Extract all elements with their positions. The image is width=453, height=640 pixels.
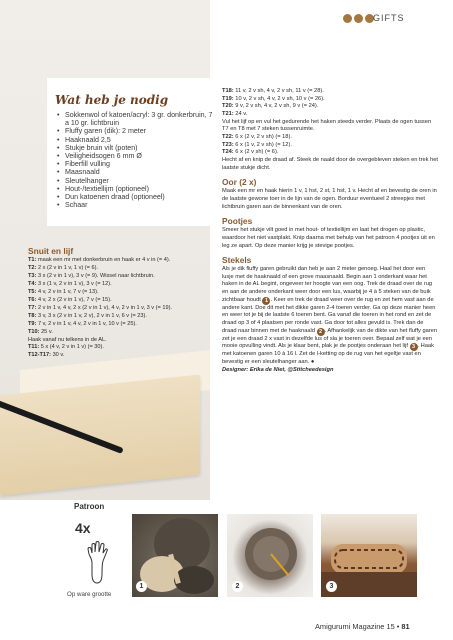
pattern-row: T6: 4 v, 2 x (2 v in 1 v), 7 v (= 15). bbox=[28, 296, 112, 303]
photo-number: 1 bbox=[136, 581, 147, 592]
materials-list bbox=[57, 111, 217, 209]
right-column bbox=[222, 88, 438, 374]
photo-number: 3 bbox=[326, 581, 337, 592]
pattern-row: T23: 6 x (1 v, 2 v sh) (= 12). bbox=[222, 141, 292, 148]
pattern-row: T8: 3 v, 3 x (2 v in 1 v, 2 v), 2 v in 1 v, 6 v (= 23). bbox=[28, 312, 147, 319]
photo-number: 2 bbox=[232, 581, 243, 592]
pattern-row: T9: 7 v, 2 v in 1 v, 4 v, 2 v in 1 v, 10 v (= 25). bbox=[28, 320, 137, 327]
step-photo bbox=[321, 514, 417, 597]
pattern-row: T1: maak een mr met donkerbruin en haak er 4 v in (= 4). bbox=[28, 257, 171, 263]
pattern-row: T5: 4 v, 2 v in 1 v, 7 v (= 13). bbox=[28, 288, 99, 295]
pattern-note: Haak vanaf nu telkens in de AL. bbox=[28, 336, 107, 343]
materials-item: • Sleutelhanger bbox=[57, 177, 217, 185]
step-marker: 3 bbox=[410, 343, 418, 351]
oor-title: Oor (2 x) bbox=[222, 177, 257, 188]
materials-item: • Stukje bruin vilt (poten) bbox=[57, 144, 217, 152]
materials-item: • Hout-/textiellijm (optioneel) bbox=[57, 185, 217, 193]
pattern-row: T4: 3 x (1 v, 2 v in 1 v), 3 v (= 12). bbox=[28, 280, 112, 287]
step-marker: 2 bbox=[317, 328, 325, 336]
magazine-name: Amigurumi Magazine 15 bbox=[315, 622, 395, 631]
pattern-row: T2: 2 x (2 v in 1 v, 1 v) (= 6). bbox=[28, 264, 98, 271]
paw-pattern-icon bbox=[85, 541, 109, 585]
materials-item: • Maasnaald bbox=[57, 168, 217, 176]
page-number: 81 bbox=[401, 622, 410, 631]
pootjes-title: Pootjes bbox=[222, 216, 253, 227]
pattern-row: T12-T17: 30 v. bbox=[28, 352, 65, 359]
pattern-title: Patroon bbox=[74, 502, 105, 511]
pattern-row: T22: 6 x (2 v, 2 v sh) (= 18). bbox=[222, 133, 292, 140]
pattern-row: T19: 10 v, 2 v sh, 4 v, 2 v sh, 10 v (= 26). bbox=[222, 95, 325, 102]
pattern-row: T7: 2 v in 1 v, 4 v, 2 x (2 v in 1 v), 4 v, 2 v in 1 v, 3 v (= 19). bbox=[28, 304, 172, 311]
pattern-row: T18: 11 v, 2 v sh, 4 v, 2 v sh, 11 v (= 28). bbox=[222, 88, 324, 94]
pattern-count: 4x bbox=[75, 520, 91, 536]
materials-title: Wat heb je nodig bbox=[55, 93, 169, 107]
pattern-row: T10: 25 v. bbox=[28, 328, 53, 335]
materials-item: • Schaar bbox=[57, 201, 217, 209]
materials-item: • Dun katoenen draad (optioneel) bbox=[57, 193, 217, 201]
instruction-paragraph: Hecht af en knip de draad af. Steek de naald door de overgebleven steken en trek het laatste stukje dicht. bbox=[222, 156, 438, 171]
materials-item: • Fiberfill vulling bbox=[57, 160, 217, 168]
pattern-row: T24: 6 x (2 v sh) (= 6). bbox=[222, 149, 279, 156]
stekels-title: Stekels bbox=[222, 255, 252, 266]
snuit-section bbox=[28, 246, 210, 360]
footer-separator: • bbox=[396, 622, 400, 631]
stekels-paragraph: Als je dik fluffy garen gebruikt dan heb je aan 2 meter genoeg. Haal het door een lusje met de haaknaald of een grove maasnaald. Begin aan 1 onderkant waar het haken in de AL begint, ongeveer ter hoogte van een oog. Trek de draad over de rug en aan de andere onderkant weer door een lus, waarbij je 4 à 5 steken van de buik zichtbaar houdt 1 . Keer en trek de draad weer over de rug en zet hem vast aan de andere kant. Doe dit met het dikke garen 2-4 toeren verder. Ga op deze manier heen en weer tot je bij de laatste 6 toeren bent. Ga vanaf die toeren in het rond en zet de draad op 3 of 4 plaatsen per ronde vast. Ga door tot alles gevuld is. Trek dan de draad naar binnen met de haaknaald 2 . Afhankelijk van de dikte van het fluffy garen zet je een draad 2 x vast in dezelfde lus of sla je toeren over. Bepaal zelf wat je een mooie opvulling vindt. Als je klaar bent, plak je de pootjes onderaan het lijf 3 . Haak met katoenen garen 10 à 16 l. Zet de l-ketting op de rug van het egeltje vast en bevestig er een sleutelhanger aan. ● bbox=[222, 266, 437, 366]
pootjes-paragraph: Smeer het stukje vilt goed in met hout- of textiellijm en laat het drogen op plastic, waardoor het niet vastplakt. Knip daarna met behulp van het patroon 4 pootjes uit en leg ze apart. Op deze manier krijg je stevige pootjes. bbox=[222, 227, 435, 249]
instruction-paragraph: Vul het lijf op en vul het gedurende het haken steeds verder. Plaats de ogen tussen T7 en T8 met 7 steken tussenruimte. bbox=[222, 118, 432, 133]
designer-credit: Designer: Erika de Niet, @Stitcheedesign bbox=[222, 366, 334, 373]
pattern-row: T3: 3 x (2 v in 1 v), 3 v (= 9). Wissel naar lichtbruin. bbox=[28, 272, 155, 279]
pattern-row: T21: 24 v. bbox=[222, 110, 248, 117]
snuit-title: Snuit en lijf bbox=[28, 246, 74, 256]
pattern-caption: Op ware grootte bbox=[67, 591, 112, 598]
materials-item: • Fluffy garen (dik): 2 meter bbox=[57, 127, 217, 135]
materials-item: • Haaknaald 2,5 bbox=[57, 136, 217, 144]
step-marker: 1 bbox=[262, 297, 270, 305]
section-dots bbox=[343, 14, 374, 23]
step-photo bbox=[227, 514, 313, 597]
pattern-row: T20: 9 v, 2 v sh, 4 v, 2 v sh, 9 v (= 24). bbox=[222, 103, 319, 110]
notebook bbox=[0, 374, 200, 495]
materials-item: • Veiligheidsogen 6 mm Ø bbox=[57, 152, 217, 160]
section-label: GIFTS bbox=[373, 13, 405, 23]
pattern-row: T11: 5 x (4 v, 2 v in 1 v) (= 30). bbox=[28, 344, 104, 351]
step-photo bbox=[132, 514, 218, 597]
materials-item: • Sokkenwol of katoen/acryl: 3 gr. donkerbruin, 7 a 10 gr. lichtbruin bbox=[57, 111, 217, 127]
page-footer bbox=[315, 622, 410, 631]
section-dot bbox=[354, 14, 363, 23]
section-dot bbox=[343, 14, 352, 23]
oor-paragraph: Maak een mr en haak hierin 1 v, 1 hst, 2 st, 1 hst, 1 v. Hecht af en bevestig de oren in de laatste gewone toer in de lijn van de ogen. Borduur eventueel 2 streepjes met lichtbruin garen aan de binnenkant van de oren. bbox=[222, 188, 437, 210]
